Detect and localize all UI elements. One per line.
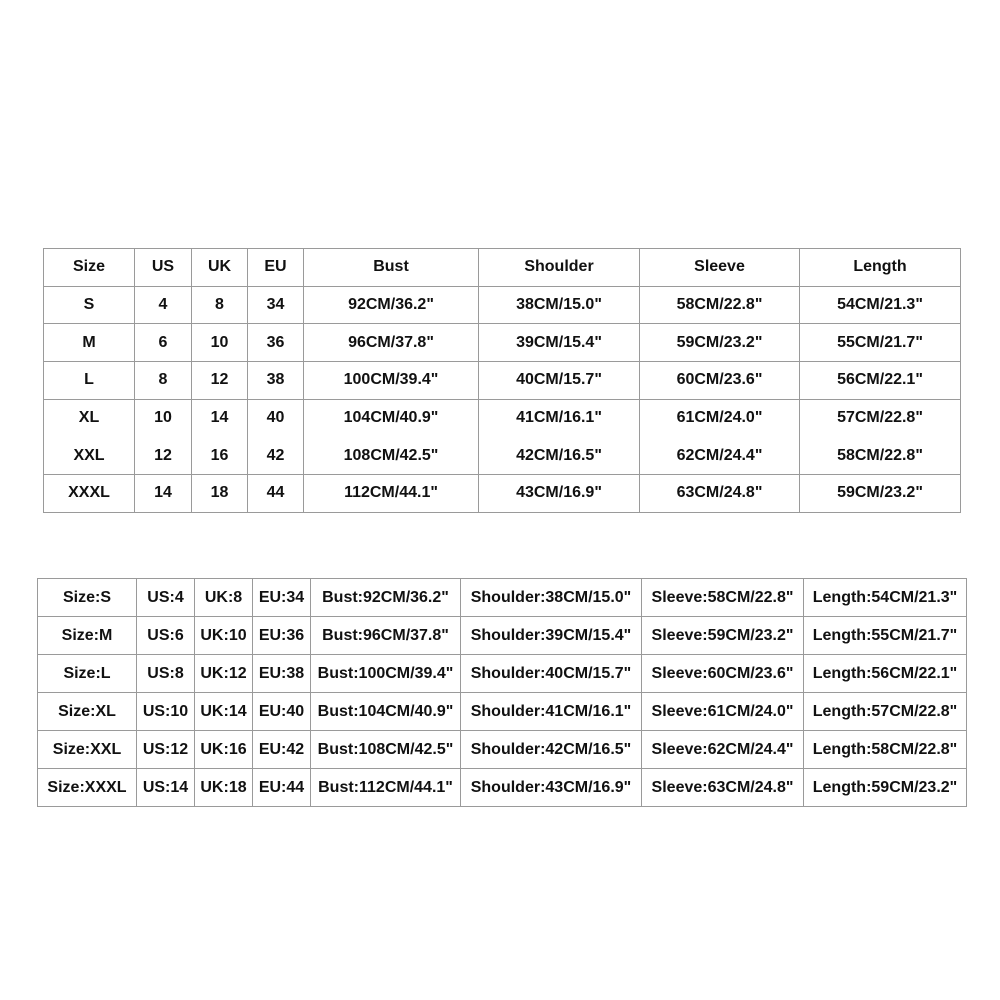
table-cell: 42	[248, 437, 304, 475]
table-cell: Size:S	[38, 579, 137, 617]
table-cell: 59CM/23.2"	[640, 324, 800, 362]
table-cell: 60CM/23.6"	[640, 362, 800, 400]
table-cell: 34	[248, 286, 304, 324]
table-cell: Size:XXXL	[38, 769, 137, 807]
table-cell: Bust:112CM/44.1"	[311, 769, 461, 807]
table-cell: Length:57CM/22.8"	[804, 693, 967, 731]
table-cell: 12	[192, 362, 248, 400]
table-row	[44, 475, 961, 513]
table-cell: 104CM/40.9"	[304, 399, 479, 437]
table-cell: Size:XL	[38, 693, 137, 731]
table-cell: 39CM/15.4"	[479, 324, 640, 362]
table-row	[44, 286, 961, 324]
table-cell: Sleeve:60CM/23.6"	[642, 655, 804, 693]
table-cell: 56CM/22.1"	[800, 362, 961, 400]
table-cell: EU:44	[253, 769, 311, 807]
table-row	[44, 437, 961, 475]
table-cell: Length:58CM/22.8"	[804, 731, 967, 769]
table-cell: Shoulder:40CM/15.7"	[461, 655, 642, 693]
table-cell: 55CM/21.7"	[800, 324, 961, 362]
table-cell: EU:38	[253, 655, 311, 693]
table-row	[44, 324, 961, 362]
table-cell: UK:14	[195, 693, 253, 731]
table-cell: Sleeve:62CM/24.4"	[642, 731, 804, 769]
table-cell: Sleeve:63CM/24.8"	[642, 769, 804, 807]
table-cell: 63CM/24.8"	[640, 475, 800, 513]
table-cell: UK:10	[195, 617, 253, 655]
table-cell: 61CM/24.0"	[640, 399, 800, 437]
table-row	[38, 655, 967, 693]
table-cell: 12	[135, 437, 192, 475]
table-row	[38, 769, 967, 807]
table-cell: S	[44, 286, 135, 324]
table-cell: US:6	[137, 617, 195, 655]
table-cell: Sleeve:61CM/24.0"	[642, 693, 804, 731]
header-cell: Shoulder	[479, 249, 640, 287]
table-cell: US:4	[137, 579, 195, 617]
table-cell: 59CM/23.2"	[800, 475, 961, 513]
table-cell: 14	[192, 399, 248, 437]
table-cell: Bust:92CM/36.2"	[311, 579, 461, 617]
table-cell: UK:16	[195, 731, 253, 769]
table-cell: 40CM/15.7"	[479, 362, 640, 400]
table-cell: 38	[248, 362, 304, 400]
table-cell: Sleeve:59CM/23.2"	[642, 617, 804, 655]
header-cell: UK	[192, 249, 248, 287]
table-cell: 58CM/22.8"	[800, 437, 961, 475]
table-cell: 40	[248, 399, 304, 437]
table-cell: Bust:104CM/40.9"	[311, 693, 461, 731]
table-cell: 44	[248, 475, 304, 513]
table-cell: 4	[135, 286, 192, 324]
table-cell: Shoulder:42CM/16.5"	[461, 731, 642, 769]
table-row	[38, 617, 967, 655]
table-cell: L	[44, 362, 135, 400]
table-cell: US:12	[137, 731, 195, 769]
table-cell: US:8	[137, 655, 195, 693]
table-cell: EU:34	[253, 579, 311, 617]
table-cell: 16	[192, 437, 248, 475]
table-cell: UK:18	[195, 769, 253, 807]
table-cell: Length:55CM/21.7"	[804, 617, 967, 655]
table-cell: M	[44, 324, 135, 362]
table-cell: 6	[135, 324, 192, 362]
table-cell: UK:12	[195, 655, 253, 693]
table-cell: 41CM/16.1"	[479, 399, 640, 437]
table-cell: Bust:108CM/42.5"	[311, 731, 461, 769]
table-cell: Shoulder:39CM/15.4"	[461, 617, 642, 655]
table-cell: US:14	[137, 769, 195, 807]
table-cell: 38CM/15.0"	[479, 286, 640, 324]
table-cell: 58CM/22.8"	[640, 286, 800, 324]
table-cell: Size:XXL	[38, 731, 137, 769]
table-row	[44, 362, 961, 400]
table-cell: XXL	[44, 437, 135, 475]
table-cell: 42CM/16.5"	[479, 437, 640, 475]
table-cell: 8	[192, 286, 248, 324]
table-row	[38, 579, 967, 617]
table-cell: EU:36	[253, 617, 311, 655]
table-cell: XXXL	[44, 475, 135, 513]
table-cell: 36	[248, 324, 304, 362]
size-chart-labeled-table	[37, 578, 967, 807]
table-cell: XL	[44, 399, 135, 437]
table-cell: US:10	[137, 693, 195, 731]
table-cell: Bust:100CM/39.4"	[311, 655, 461, 693]
table-cell: Sleeve:58CM/22.8"	[642, 579, 804, 617]
table-row	[44, 399, 961, 437]
table-header-row	[44, 249, 961, 287]
table-cell: 10	[135, 399, 192, 437]
table-cell: 108CM/42.5"	[304, 437, 479, 475]
table-row	[38, 731, 967, 769]
table-cell: UK:8	[195, 579, 253, 617]
table-cell: Shoulder:38CM/15.0"	[461, 579, 642, 617]
table-cell: Length:56CM/22.1"	[804, 655, 967, 693]
table-cell: 43CM/16.9"	[479, 475, 640, 513]
table-cell: 57CM/22.8"	[800, 399, 961, 437]
header-cell: EU	[248, 249, 304, 287]
table-cell: 100CM/39.4"	[304, 362, 479, 400]
table-cell: Length:59CM/23.2"	[804, 769, 967, 807]
table-cell: 18	[192, 475, 248, 513]
table-cell: Shoulder:41CM/16.1"	[461, 693, 642, 731]
header-cell: Sleeve	[640, 249, 800, 287]
table-cell: Length:54CM/21.3"	[804, 579, 967, 617]
size-chart-table	[43, 248, 961, 513]
table-cell: Shoulder:43CM/16.9"	[461, 769, 642, 807]
table-cell: 62CM/24.4"	[640, 437, 800, 475]
table-cell: 14	[135, 475, 192, 513]
table-cell: 96CM/37.8"	[304, 324, 479, 362]
table-cell: 54CM/21.3"	[800, 286, 961, 324]
table-cell: 10	[192, 324, 248, 362]
table-cell: Size:M	[38, 617, 137, 655]
table-cell: Bust:96CM/37.8"	[311, 617, 461, 655]
table-cell: Size:L	[38, 655, 137, 693]
table-cell: 8	[135, 362, 192, 400]
table-cell: EU:42	[253, 731, 311, 769]
header-cell: Size	[44, 249, 135, 287]
header-cell: Bust	[304, 249, 479, 287]
table-cell: 92CM/36.2"	[304, 286, 479, 324]
header-cell: Length	[800, 249, 961, 287]
table-cell: EU:40	[253, 693, 311, 731]
table-cell: 112CM/44.1"	[304, 475, 479, 513]
table-row	[38, 693, 967, 731]
header-cell: US	[135, 249, 192, 287]
